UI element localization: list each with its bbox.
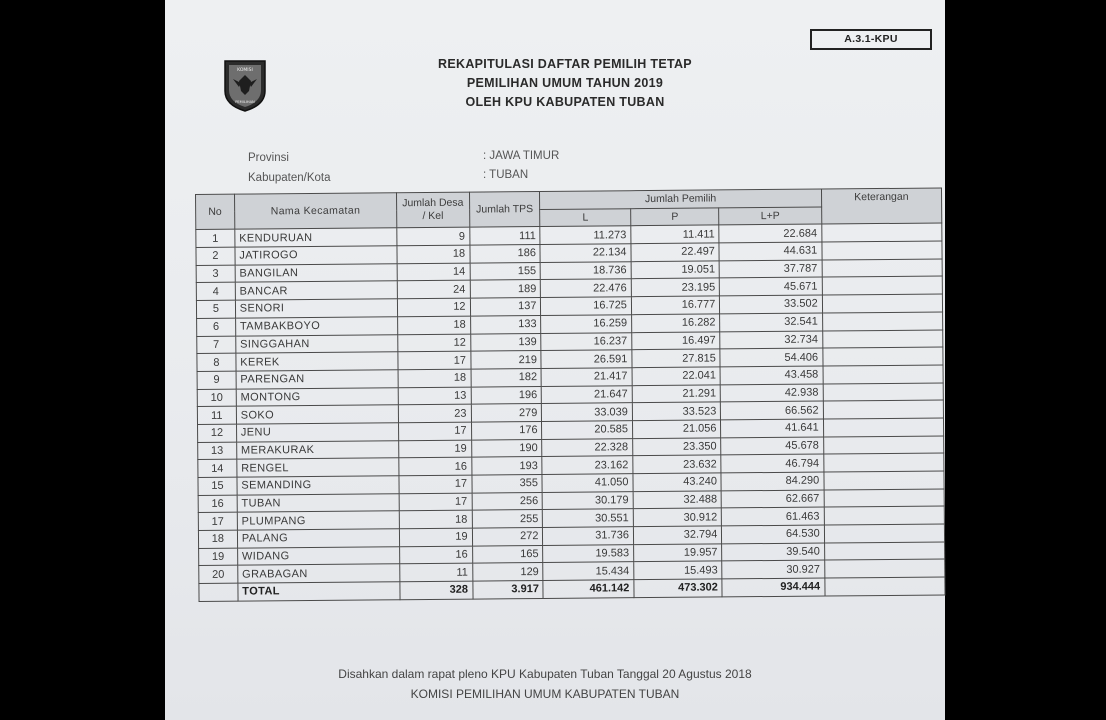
cell-p: 11.411 xyxy=(631,225,720,243)
cell-tps: 155 xyxy=(470,262,541,280)
cell-p: 21.056 xyxy=(632,420,721,438)
cell-tps: 355 xyxy=(472,474,543,492)
cell-no: 14 xyxy=(198,459,237,477)
cell-nama: PARENGAN xyxy=(236,370,398,389)
cell-lp: 66.562 xyxy=(721,401,823,420)
cell-desa: 18 xyxy=(399,510,472,528)
cell-nama: TUBAN xyxy=(237,493,399,512)
cell-nama: MONTONG xyxy=(236,387,398,406)
cell-l: 16.237 xyxy=(541,332,632,350)
cell-l: 30.179 xyxy=(543,491,634,509)
cell-lp: 84.290 xyxy=(721,472,823,491)
cell-tps: 165 xyxy=(472,545,543,563)
cell-nama: RENGEL xyxy=(237,458,399,477)
cell-desa: 17 xyxy=(399,475,472,493)
cell-lp: 54.406 xyxy=(720,348,822,367)
cell-desa: 24 xyxy=(397,281,470,299)
cell-no: 19 xyxy=(199,548,238,566)
cell-l: 19.583 xyxy=(543,544,634,562)
header-l: L xyxy=(540,208,631,226)
cell-no: 17 xyxy=(198,513,237,531)
cell-p: 43.240 xyxy=(633,473,722,491)
document-title xyxy=(395,55,735,112)
cell-no: 15 xyxy=(198,477,237,495)
cell-p: 23.350 xyxy=(633,438,722,456)
cell-lp: 33.502 xyxy=(720,295,822,314)
cell-keterangan xyxy=(823,436,943,455)
cell-keterangan xyxy=(825,577,945,596)
cell-l: 21.647 xyxy=(542,385,633,403)
cell-l: 21.417 xyxy=(542,368,633,386)
document-page xyxy=(165,0,945,720)
cell-l: 23.162 xyxy=(542,456,633,474)
cell-tps: 137 xyxy=(470,298,541,316)
cell-nama: JENU xyxy=(236,423,398,442)
kpu-logo-icon xyxy=(221,57,269,113)
cell-lp: 41.641 xyxy=(721,419,823,438)
cell-keterangan xyxy=(823,453,943,472)
cell-lp: 62.667 xyxy=(721,490,823,509)
cell-tps: 279 xyxy=(471,404,542,422)
cell-tps: 182 xyxy=(471,368,542,386)
cell-p: 22.041 xyxy=(632,367,721,385)
header-keterangan: Keterangan xyxy=(821,188,942,224)
cell-keterangan xyxy=(823,418,943,437)
provinsi-value: : JAWA TIMUR xyxy=(483,150,560,162)
cell-desa: 18 xyxy=(398,316,471,334)
cell-tps: 272 xyxy=(472,528,543,546)
provinsi-label: Provinsi xyxy=(248,152,289,164)
cell-no: 6 xyxy=(197,318,236,336)
cell-lp: 45.678 xyxy=(721,437,823,456)
cell-no: 13 xyxy=(198,442,237,460)
cell-l: 16.259 xyxy=(541,315,632,333)
cell-desa: 12 xyxy=(398,334,471,352)
header-p: P xyxy=(631,208,720,226)
total-desa: 328 xyxy=(400,581,473,599)
cell-p: 23.195 xyxy=(631,278,720,296)
cell-lp: 64.530 xyxy=(722,525,824,544)
cell-no: 2 xyxy=(196,247,235,265)
cell-desa: 16 xyxy=(400,546,473,564)
cell-no: 20 xyxy=(199,566,238,584)
cell-tps: 189 xyxy=(470,280,541,298)
cell-no: 5 xyxy=(196,300,235,318)
cell-p: 15.493 xyxy=(634,561,723,579)
cell-nama: KENDURUAN xyxy=(235,228,397,247)
cell-nama: BANCAR xyxy=(235,281,397,300)
cell-lp: 22.684 xyxy=(719,224,821,243)
total-l: 461.142 xyxy=(543,580,634,598)
cell-l: 30.551 xyxy=(543,509,634,527)
cell-no: 7 xyxy=(197,336,236,354)
cell-l: 33.039 xyxy=(542,403,633,421)
cell-keterangan xyxy=(822,276,942,295)
cell-l: 41.050 xyxy=(542,474,633,492)
cell-desa: 19 xyxy=(399,440,472,458)
cell-desa: 12 xyxy=(397,298,470,316)
cell-l: 16.725 xyxy=(541,297,632,315)
header-jumlah-pemilih: Jumlah Pemilih xyxy=(540,189,821,209)
cell-keterangan xyxy=(823,400,943,419)
total-p: 473.302 xyxy=(634,579,723,597)
cell-keterangan xyxy=(822,294,942,313)
cell-desa: 14 xyxy=(397,263,470,281)
cell-p: 21.291 xyxy=(632,384,721,402)
form-code-box: A.3.1-KPU xyxy=(810,29,932,50)
cell-desa: 23 xyxy=(398,404,471,422)
cell-l: 22.134 xyxy=(540,244,631,262)
cell-nama: PLUMPANG xyxy=(237,511,399,530)
cell-no: 18 xyxy=(198,530,237,548)
cell-lp: 45.671 xyxy=(720,277,822,296)
cell-no: 1 xyxy=(196,230,235,248)
cell-tps: 186 xyxy=(470,245,541,263)
cell-keterangan xyxy=(824,471,944,490)
cell-l: 22.328 xyxy=(542,438,633,456)
title-line-2: PEMILIHAN UMUM TAHUN 2019 xyxy=(466,76,664,90)
cell-nama: SENORI xyxy=(235,299,397,318)
cell-keterangan xyxy=(821,223,941,242)
cell-no: 3 xyxy=(196,265,235,283)
cell-p: 19.051 xyxy=(631,261,720,279)
cell-keterangan xyxy=(824,524,944,543)
cell-p: 30.912 xyxy=(633,508,722,526)
cell-keterangan xyxy=(822,241,942,260)
cell-l: 20.585 xyxy=(542,421,633,439)
cell-p: 23.632 xyxy=(633,455,722,473)
cell-tps: 176 xyxy=(471,421,542,439)
cell-p: 32.488 xyxy=(633,491,722,509)
cell-desa: 17 xyxy=(398,422,471,440)
cell-desa: 17 xyxy=(399,493,472,511)
total-tps: 3.917 xyxy=(472,581,543,599)
cell-tps: 196 xyxy=(471,386,542,404)
cell-p: 16.777 xyxy=(631,296,720,314)
cell-desa: 18 xyxy=(397,245,470,263)
cell-tps: 255 xyxy=(472,510,543,528)
cell-lp: 32.541 xyxy=(720,313,822,332)
cell-tps: 111 xyxy=(469,227,540,245)
header-no: No xyxy=(196,194,235,230)
title-line-3: OLEH KPU KABUPATEN TUBAN xyxy=(465,95,665,109)
cell-l: 11.273 xyxy=(540,226,631,244)
footer-line-1: Disahkan dalam rapat pleno KPU Kabupaten Tuban Tanggal 20 Agustus 2018 xyxy=(338,667,752,681)
cell-keterangan xyxy=(823,365,943,384)
cell-tps: 219 xyxy=(470,351,541,369)
cell-no: 12 xyxy=(198,424,237,442)
logo-text-bottom: PEMILIHAN xyxy=(235,100,255,104)
cell-nama: WIDANG xyxy=(237,546,399,565)
cell-tps: 193 xyxy=(471,457,542,475)
cell-lp: 43.458 xyxy=(720,366,822,385)
cell-lp: 42.938 xyxy=(721,384,823,403)
cell-lp: 37.787 xyxy=(719,260,821,279)
cell-tps: 256 xyxy=(472,492,543,510)
cell-no: 8 xyxy=(197,353,236,371)
recap-table xyxy=(195,187,946,601)
cell-no: 16 xyxy=(198,495,237,513)
cell-keterangan xyxy=(824,489,944,508)
cell-tps: 190 xyxy=(471,439,542,457)
cell-nama: TAMBAKBOYO xyxy=(235,317,397,336)
cell-nama: MERAKURAK xyxy=(236,440,398,459)
cell-nama: KEREK xyxy=(236,352,398,371)
cell-tps: 133 xyxy=(470,315,541,333)
total-lp: 934.444 xyxy=(722,578,824,597)
cell-l: 18.736 xyxy=(541,261,632,279)
cell-keterangan xyxy=(822,259,942,278)
cell-p: 32.794 xyxy=(633,526,722,544)
cell-p: 22.497 xyxy=(631,243,720,261)
cell-nama: GRABAGAN xyxy=(238,564,400,583)
kabupaten-label: Kabupaten/Kota xyxy=(248,172,331,184)
total-label: TOTAL xyxy=(238,582,400,601)
cell-no: 10 xyxy=(197,389,236,407)
cell-tps: 139 xyxy=(470,333,541,351)
cell-no: 4 xyxy=(196,283,235,301)
cell-keterangan xyxy=(822,312,942,331)
cell-l: 26.591 xyxy=(541,350,632,368)
cell-desa: 17 xyxy=(398,351,471,369)
footer-line-2: KOMISI PEMILIHAN UMUM KABUPATEN TUBAN xyxy=(410,687,680,701)
cell-lp: 32.734 xyxy=(720,331,822,350)
cell-keterangan xyxy=(822,329,942,348)
cell-desa: 13 xyxy=(398,387,471,405)
cell-nama: SEMANDING xyxy=(237,476,399,495)
logo-text-top: KOMISI xyxy=(237,68,253,73)
cell-lp: 44.631 xyxy=(719,242,821,261)
cell-desa: 11 xyxy=(400,564,473,582)
cell-lp: 30.927 xyxy=(722,560,824,579)
cell-desa: 16 xyxy=(399,457,472,475)
cell-p: 19.957 xyxy=(633,544,722,562)
cell-keterangan xyxy=(823,383,943,402)
header-jumlah-desa: Jumlah Desa / Kel xyxy=(396,192,469,228)
cell-no: 9 xyxy=(197,371,236,389)
header-nama-kecamatan: Nama Kecamatan xyxy=(234,193,396,230)
cell-no: 11 xyxy=(197,406,236,424)
table-body xyxy=(196,223,945,601)
header-lp: L+P xyxy=(719,207,821,226)
cell-nama: BANGILAN xyxy=(235,263,397,282)
cell-nama: SINGGAHAN xyxy=(236,334,398,353)
cell-p: 33.523 xyxy=(632,402,721,420)
cell-keterangan xyxy=(824,559,944,578)
cell-l: 31.736 xyxy=(543,527,634,545)
cell-desa: 19 xyxy=(399,528,472,546)
cell-desa: 9 xyxy=(397,227,470,245)
cell-p: 27.815 xyxy=(632,349,721,367)
cell-desa: 18 xyxy=(398,369,471,387)
cell-nama: PALANG xyxy=(237,529,399,548)
cell-tps: 129 xyxy=(472,563,543,581)
cell-p: 16.497 xyxy=(632,331,721,349)
footer xyxy=(265,664,825,704)
cell-keterangan xyxy=(824,506,944,525)
cell-l: 22.476 xyxy=(541,279,632,297)
cell-keterangan xyxy=(823,347,943,366)
header-jumlah-tps: Jumlah TPS xyxy=(469,191,540,227)
cell-lp: 46.794 xyxy=(721,454,823,473)
cell-lp: 39.540 xyxy=(722,543,824,562)
title-line-1: REKAPITULASI DAFTAR PEMILIH TETAP xyxy=(438,57,692,71)
cell-nama: SOKO xyxy=(236,405,398,424)
kabupaten-value: : TUBAN xyxy=(483,169,529,181)
cell-l: 15.434 xyxy=(543,562,634,580)
cell-no xyxy=(199,583,238,601)
cell-p: 16.282 xyxy=(631,314,720,332)
cell-nama: JATIROGO xyxy=(235,246,397,265)
cell-lp: 61.463 xyxy=(722,507,824,526)
cell-keterangan xyxy=(824,542,944,561)
